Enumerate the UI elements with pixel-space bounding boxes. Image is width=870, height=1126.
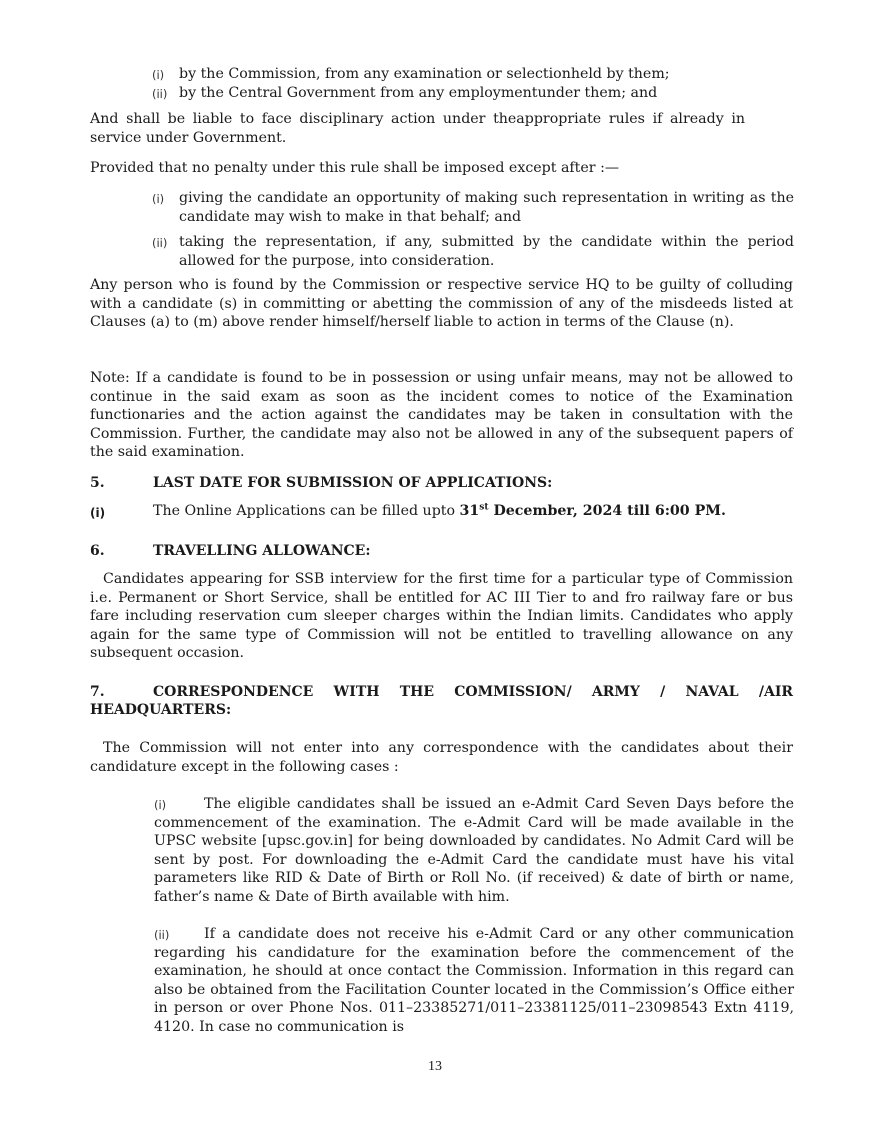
list-marker: (i) [152, 192, 165, 206]
section-6-text: Candidates appearing for SSB interview for the first time for a particular type of Commission i.e. Permanent or Short Service, shall be entitled for AC III Tier to and fro railway fare or bus fare including reservation cum sleeper charges within the Indian limits. Candidates who apply again for the same type of Commission will not be entitled to travelling allowance on any subsequent occasion. [90, 571, 793, 662]
paragraph-colluding: Any person who is found by the Commission or respective service HQ to be guilty of colluding with a candidate (s) in committing or abetting the commission of any of the misdeeds listed at Clauses (a) to (m) above render himself/herself liable to action in terms of the Clause (n). [90, 277, 793, 331]
section-6-number: 6. [90, 543, 105, 559]
list-marker: (i) [152, 68, 165, 82]
list-item-text: giving the candidate an opportunity of making such representation in writing as the candidate may wish to make in that behalf; and [179, 190, 794, 225]
deadline-rest: December, 2024 till 6:00 PM. [488, 503, 726, 519]
section-5-title: LAST DATE FOR SUBMISSION OF APPLICATIONS: [153, 475, 553, 491]
section-7-number: 7. [90, 684, 105, 700]
section-5-item [153, 502, 803, 521]
intro-list-item-2 [152, 84, 802, 103]
provided-list-item-2 [152, 233, 797, 271]
intro-list-item-1 [152, 65, 802, 84]
deadline-day: 31 [459, 503, 480, 519]
section-7-title-line-2: HEADQUARTERS: [90, 702, 232, 718]
list-item-text: by the Commission, from any examination or selectionheld by them; [179, 66, 670, 82]
list-item-text: taking the representation, if any, submitted by the candidate within the period allowed for the purpose, into consideration. [179, 234, 794, 269]
paragraph-provided: Provided that no penalty under this rule shall be imposed except after :— [90, 160, 620, 176]
section-7-item-2 [154, 925, 794, 1040]
list-marker: (ii) [152, 87, 168, 101]
provided-list-item-1 [152, 189, 797, 227]
list-marker: (ii) [154, 928, 170, 942]
section-6-title: TRAVELLING ALLOWANCE: [153, 543, 371, 559]
paragraph-note: Note: If a candidate is found to be in possession or using unfair means, may not be allowed to continue in the said exam as soon as the incident comes to notice of the Examination functionaries and the action against the candidates may be taken in consultation with the Commission. Further, the candidate may also not be allowed in any of the subsequent papers of the said examination. [90, 370, 793, 461]
section-7-title-line-1: CORRESPONDENCE WITH THE COMMISSION/ ARMY / NAVAL /AIR [153, 684, 793, 700]
list-item-text: If a candidate does not receive his e-Admit Card or any other communication regarding his candidature for the examination before the commencement of the examination, he should at once contact the Commission. Information in this regard can also be obtained from the Facilitation Counter located in the Commission’s Office either in person or over Phone Nos. 011–23385271/011–23381125/011–23098543 Extn 4119, 4120. In case no communication is [154, 926, 794, 1035]
section-5-item-marker: (i) [90, 506, 106, 520]
section-7-intro: The Commission will not enter into any correspondence with the candidates about their candidature except in the following cases : [90, 740, 793, 775]
list-marker: (i) [154, 798, 167, 812]
paragraph-disciplinary: And shall be liable to face disciplinary action under theappropriate rules if already in service under Government. [90, 111, 745, 146]
section-5-item-text: The Online Applications can be filled upto [153, 503, 460, 519]
deadline-day-suffix: st [479, 502, 489, 513]
section-5-number: 5. [90, 475, 105, 491]
section-7-item-1 [154, 795, 794, 910]
list-item-text: The eligible candidates shall be issued an e-Admit Card Seven Days before the commencement of the examination. The e-Admit Card will be made available in the UPSC website [upsc.gov.in] for being downloaded by candidates. No Admit Card will be sent by post. For downloading the e-Admit Card the candidate must have his vital parameters like RID & Date of Birth or Roll No. (if received) & date of birth or name, father’s name & Date of Birth available with him. [154, 796, 794, 905]
list-item-text: by the Central Government from any employmentunder them; and [179, 85, 658, 101]
page-number: 13 [428, 1059, 442, 1074]
list-marker: (ii) [152, 236, 168, 250]
